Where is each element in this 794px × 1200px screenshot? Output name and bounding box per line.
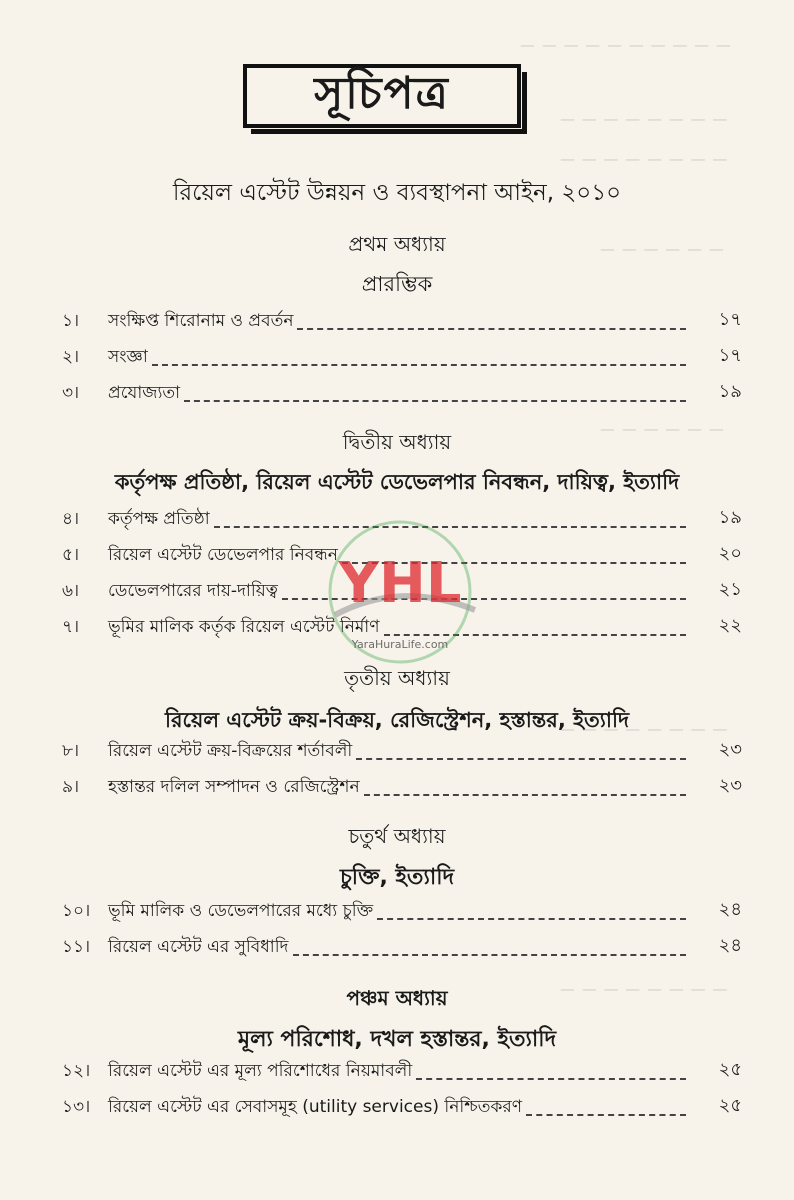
chapter-subtitle: মূল্য পরিশোধ, দখল হস্তান্তর, ইত্যাদি — [237, 1027, 557, 1052]
page-number: ২৪ — [718, 935, 742, 956]
toc-row[interactable] — [62, 772, 742, 802]
section-label: হস্তান্তর দলিল সম্পাদন ও রেজিস্ট্রেশন — [108, 777, 360, 797]
dot-leader — [293, 954, 687, 956]
section-number: ১২। — [62, 1061, 91, 1081]
chapter-heading: চতুর্থ অধ্যায় — [348, 824, 446, 848]
section-label: ভূমির মালিক কর্তৃক রিয়েল এস্টেট নির্মাণ — [108, 617, 380, 637]
section-number: ৮। — [62, 741, 80, 761]
dot-leader — [297, 328, 686, 330]
watermark-text: YaraHuraLife.com — [351, 638, 449, 651]
page-number: ২৩ — [718, 739, 742, 760]
book-title: রিয়েল এস্টেট উন্নয়ন ও ব্যবস্থাপনা আইন, ২০১০ — [172, 180, 622, 206]
toc-row[interactable] — [62, 896, 742, 926]
section-number: ১। — [62, 311, 80, 331]
chapter-subtitle: প্রারম্ভিক — [361, 272, 433, 296]
toc-row[interactable] — [62, 342, 742, 372]
toc-row[interactable] — [62, 306, 742, 336]
toc-row[interactable] — [62, 1056, 742, 1086]
section-label: কর্তৃপক্ষ প্রতিষ্ঠা — [108, 509, 210, 529]
section-label: রিয়েল এস্টেট এর সেবাসমূহ (utility services) নিশ্চিতকরণ — [108, 1097, 522, 1117]
toc-row[interactable] — [62, 1092, 742, 1122]
toc-row[interactable] — [62, 932, 742, 962]
dot-leader — [152, 364, 686, 366]
page-number: ২০ — [718, 543, 742, 564]
section-number: ১০। — [62, 901, 91, 921]
section-number: ৪। — [62, 509, 80, 529]
svg-text:YHL: YHL — [338, 551, 462, 616]
chapter-subtitle: রিয়েল এস্টেট ক্রয়-বিক্রয়, রেজিস্ট্রেশন, হস্তান্তর, ইত্যাদি — [164, 708, 630, 732]
section-number: ১১। — [62, 937, 91, 957]
section-label: রিয়েল এস্টেট ডেভেলপার নিবন্ধন — [108, 545, 338, 565]
bleed-through-texture: — — — — — — — [600, 240, 725, 258]
chapter-heading: প্রথম অধ্যায় — [348, 232, 446, 256]
dot-leader — [526, 1114, 686, 1116]
page-number: ২৪ — [718, 899, 742, 920]
page-number: ২৫ — [718, 1095, 742, 1116]
section-label: সংজ্ঞা — [108, 347, 148, 367]
bleed-through-texture: — — — — — — — — — [560, 150, 729, 168]
page-number: ২৩ — [718, 775, 742, 796]
dot-leader — [377, 918, 686, 920]
section-label: ডেভেলপারের দায়-দায়িত্ব — [108, 581, 278, 601]
section-label: সংক্ষিপ্ত শিরোনাম ও প্রবর্তন — [108, 311, 294, 331]
dot-leader — [184, 400, 686, 402]
dot-leader — [416, 1078, 686, 1080]
bleed-through-texture: — — — — — — — — — [560, 720, 729, 738]
section-number: ৩। — [62, 383, 80, 403]
page-title: সূচিপত্র — [314, 67, 450, 119]
dot-leader — [356, 758, 686, 760]
section-label: রিয়েল এস্টেট এর সুবিধাদি — [108, 937, 289, 957]
section-label: রিয়েল এস্টেট এর মূল্য পরিশোধের নিয়মাবলী — [108, 1061, 413, 1081]
toc-row[interactable] — [62, 378, 742, 408]
section-number: ৬। — [62, 581, 80, 601]
bleed-through-texture: — — — — — — — [600, 420, 725, 438]
page-number: ১৯ — [718, 381, 742, 402]
page-number: ১৭ — [718, 345, 742, 366]
chapter-heading: দ্বিতীয় অধ্যায় — [342, 430, 452, 454]
section-label: রিয়েল এস্টেট ক্রয়-বিক্রয়ের শর্তাবলী — [108, 741, 353, 761]
bleed-through-texture: — — — — — — — — — — — [520, 36, 732, 54]
section-label: ভূমি মালিক ও ডেভেলপারের মধ্যে চুক্তি — [108, 901, 374, 921]
section-number: ২। — [62, 347, 80, 367]
section-number: ১৩। — [62, 1097, 91, 1117]
page-number: ১৭ — [718, 309, 742, 330]
title-box — [243, 64, 521, 128]
page-number: ২১ — [718, 579, 742, 600]
chapter-subtitle: চুক্তি, ইত্যাদি — [339, 865, 455, 890]
section-number: ৭। — [62, 617, 80, 637]
watermark-logo — [305, 520, 495, 680]
page-number: ১৯ — [718, 507, 742, 528]
page-number: ২৫ — [718, 1059, 742, 1080]
page-number: ২২ — [718, 615, 742, 636]
section-number: ৫। — [62, 545, 80, 565]
chapter-subtitle: কর্তৃপক্ষ প্রতিষ্ঠা, রিয়েল এস্টেট ডেভেলপার নিবন্ধন, দায়িত্ব, ইত্যাদি — [114, 470, 680, 494]
bleed-through-texture: — — — — — — — — — [560, 110, 729, 128]
bleed-through-texture: — — — — — — — — — [560, 980, 729, 998]
dot-leader — [364, 794, 686, 796]
section-number: ৯। — [62, 777, 80, 797]
toc-row[interactable] — [62, 736, 742, 766]
section-label: প্রযোজ্যতা — [108, 383, 181, 403]
chapter-heading: তৃতীয় অধ্যায় — [344, 666, 450, 690]
chapter-heading: পঞ্চম অধ্যায় — [346, 986, 448, 1010]
